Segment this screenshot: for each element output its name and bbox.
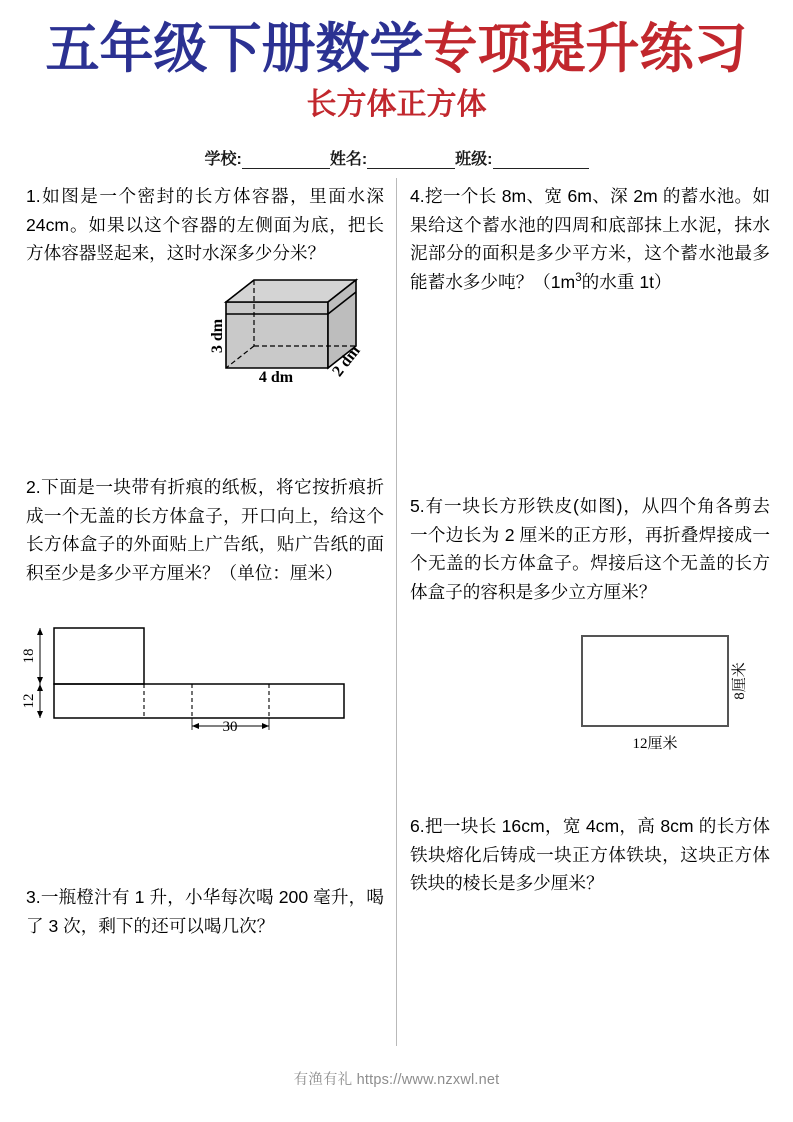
net-dim-12-arrow-bottom bbox=[37, 711, 43, 718]
cuboid-depth-label: 2 dm bbox=[329, 342, 364, 380]
net-dim-18-arrow-bottom bbox=[37, 677, 43, 684]
net-label-12: 12 bbox=[21, 693, 37, 709]
page-title bbox=[0, 19, 793, 79]
figure-cuboid-container bbox=[208, 272, 388, 384]
title-part-blue: 五年级下册数学 bbox=[45, 19, 424, 79]
question-4 bbox=[410, 182, 770, 296]
cuboid-width-label: 4 dm bbox=[258, 369, 294, 386]
figure-net-container bbox=[21, 622, 374, 735]
question-4-text-post: 的水重 1t） bbox=[581, 271, 672, 292]
net-label-30: 30 bbox=[222, 719, 238, 735]
net-label-18: 18 bbox=[21, 648, 37, 664]
rect-height-label: 8厘米 bbox=[732, 662, 748, 700]
figure-cuboid bbox=[208, 272, 388, 384]
cuboid-front-face bbox=[226, 302, 328, 368]
page-subtitle: 长方体正方体 bbox=[306, 88, 487, 121]
class-blank[interactable] bbox=[493, 168, 589, 169]
column-divider bbox=[396, 178, 397, 1046]
school-blank[interactable] bbox=[242, 168, 330, 169]
class-label: 班级: bbox=[455, 151, 493, 168]
net-dim-12-arrow-top bbox=[37, 684, 43, 691]
question-3: 3.一瓶橙汁有 1 升，小华每次喝 200 毫升，喝了 3 次，剩下的还可以喝几次？ bbox=[26, 887, 384, 936]
net-lower-strip bbox=[54, 684, 344, 718]
question-6: 6.把一块长 16cm，宽 4cm，高 8cm 的长方体铁块熔化后铸成一块正方体铁块，这块正方体铁块的棱长是多少厘米？ bbox=[410, 816, 770, 893]
cuboid-height-label: 3 dm bbox=[209, 318, 226, 354]
question-4-superscript: 3 bbox=[575, 270, 582, 284]
question-1: 1.如图是一个密封的长方体容器，里面水深 24cm。如果以这个容器的左侧面为底，把长方体容器竖起来，这时水深多少分米？ bbox=[26, 186, 384, 263]
figure-net bbox=[21, 622, 374, 735]
net-dim-18-arrow-top bbox=[37, 628, 43, 635]
footer-watermark: 有渔有礼 https://www.nzxwl.net bbox=[293, 1072, 500, 1088]
name-label: 姓名: bbox=[329, 151, 368, 168]
question-4-text-pre: 4.挖一个长 8m、宽 6m、深 2m 的蓄水池。如果给这个蓄水池的四周和底部抹上水泥，抹水泥部分的面积是多少平方米，这个蓄水池最多能蓄水多少吨？（1m bbox=[410, 186, 770, 292]
net-upper-panel bbox=[54, 628, 144, 684]
rect-outline bbox=[582, 636, 728, 726]
figure-rectangle bbox=[578, 630, 778, 758]
figure-rectangle-container bbox=[578, 630, 778, 758]
school-label: 学校: bbox=[204, 151, 242, 168]
title-part-red: 专项提升练习 bbox=[423, 19, 748, 79]
question-5: 5.有一块长方形铁皮(如图)，从四个角各剪去一个边长为 2 厘米的正方形，再折叠焊接成一个无盖的长方体盒子。焊接后这个无盖的长方体盒子的容积是多少立方厘米？ bbox=[410, 496, 770, 602]
rect-width-label: 12厘米 bbox=[632, 736, 678, 752]
net-dim-30-arrow-right bbox=[262, 723, 269, 729]
question-2: 2.下面是一块带有折痕的纸板，将它按折痕折成一个无盖的长方体盒子，开口向上，给这个长方体盒子的外面贴上广告纸，贴广告纸的面积至少是多少平方厘米？（单位：厘米） bbox=[26, 477, 384, 583]
name-blank[interactable] bbox=[367, 168, 455, 169]
student-info-line bbox=[0, 146, 793, 169]
net-dim-30-arrow-left bbox=[192, 723, 199, 729]
